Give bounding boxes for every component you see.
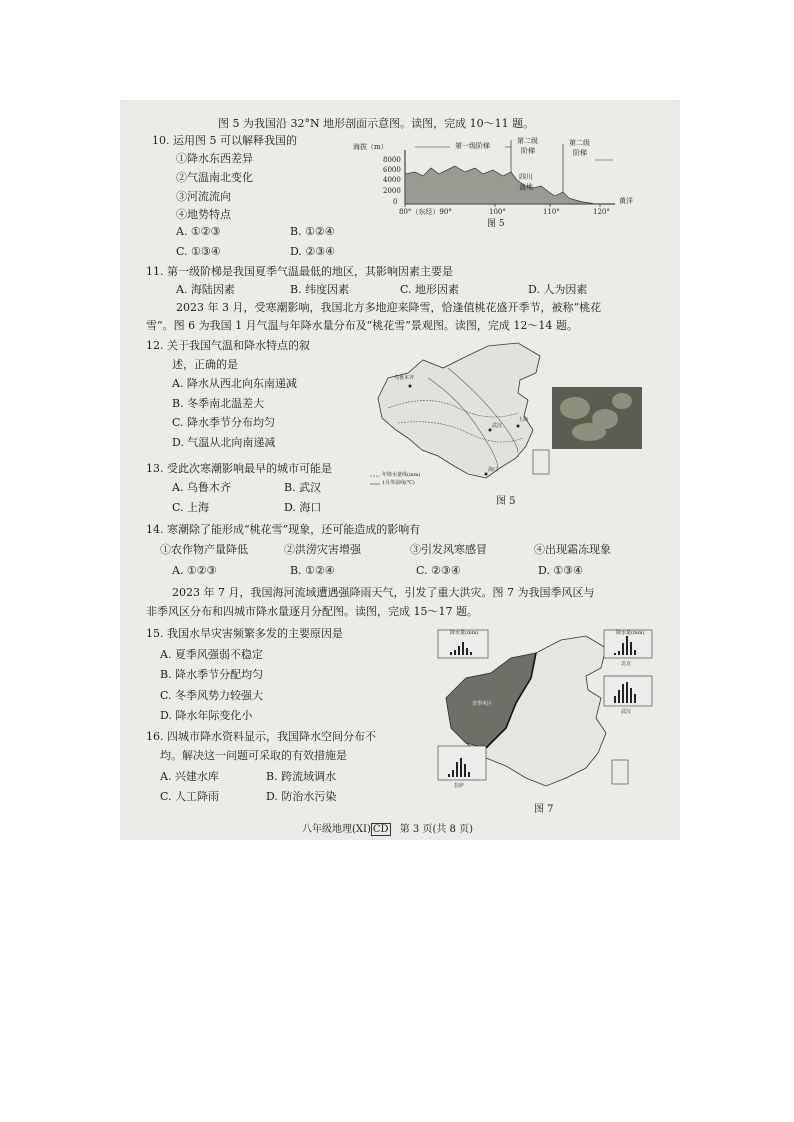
q11-option: B. 纬度因素 [290,283,350,296]
terrain-profile-figure [355,130,655,230]
footer-subject: 八年级地理(XI) [302,824,371,835]
china-outline-map [368,338,558,488]
q10-item: ①降水东西差异 [176,152,253,165]
q13-option: B. 武汉 [284,481,322,494]
china-climate-map [368,338,558,488]
step3-label: 阶梯 [573,149,587,157]
non-monsoon-region-label: 非季风区 [472,701,493,707]
q11-stem: 11. 第一级阶梯是我国夏季气温最低的地区，其影响因素主要是 [146,265,453,278]
peach-blossom-snow-photo [552,387,642,449]
fig5-xtick: 100° [489,208,506,216]
q15-option: B. 降水季节分配均匀 [160,668,264,681]
basin-label: 盆地 [519,183,533,191]
sea-label: 黄洋 [619,197,633,205]
monsoon-region-map [436,628,656,798]
fig5-xtick: 110° [543,208,560,216]
q12-stem: 述，正确的是 [172,358,238,371]
chart-label: 降水量(mm) [616,630,645,636]
fig5-caption: 图 5 [487,219,505,229]
fig7-caption: 图 7 [534,804,554,815]
q13-option: A. 乌鲁木齐 [172,481,231,494]
q16-option: D. 防治水污染 [266,790,337,803]
q10-item: ②气温南北变化 [176,171,253,184]
q16-option: C. 人工降雨 [160,790,220,803]
q13-option: D. 海口 [284,501,322,514]
intro-q15-17: 非季风区分布和四城市降水量逐月分配图。读图，完成 15～17 题。 [146,605,478,618]
q10-option: C. ①③④ [176,245,221,258]
q15-option: C. 冬季风势力较强大 [160,689,264,702]
fig5-ytick: 0 [393,198,398,206]
q10-item: ③河流流向 [176,190,231,203]
fig5-xtick: 80°（东经）90° [399,208,452,216]
q14-stem: 14. 寒潮除了能形成“桃花雪”现象，还可能造成的影响有 [146,523,421,536]
q12-stem: 12. 关于我国气温和降水特点的叙 [146,339,310,352]
q15-option: D. 降水年际变化小 [160,709,253,722]
q15-stem: 15. 我国水旱灾害频繁多发的主要原因是 [146,627,343,640]
q10-option: B. ①②④ [290,225,335,238]
city-label: 乌鲁木齐 [394,375,415,381]
q15-option: A. 夏季风强弱不稳定 [160,648,263,661]
step3-label: 第二级 [569,139,590,147]
intro-q10-11: 图 5 为我国沿 32°N 地形剖面示意图。读图，完成 10～11 题。 [218,117,535,130]
city-label-wuhan: 武汉 [621,709,632,715]
exam-page [120,100,680,840]
city-label-lhasa: 拉萨 [454,783,465,789]
q12-option: D. 气温从北向南递减 [172,436,276,449]
q13-stem: 13. 受此次寒潮影响最早的城市可能是 [146,462,332,475]
fig5-ytick: 6000 [383,166,401,174]
step2-label: 阶梯 [521,147,535,155]
q16-stem: 均。解决这一问题可采取的有效措施是 [160,749,347,762]
city-label: 上海 [518,417,529,423]
q11-option: A. 海陆因素 [176,283,235,296]
legend-item: 1月等温线(℃) [382,480,415,486]
city-label: 海口 [488,467,499,473]
q12-option: B. 冬季南北温差大 [172,397,265,410]
q16-stem: 16. 四城市降水资料显示，我国降水空间分布不 [146,730,376,743]
q14-option: C. ②③④ [416,564,461,577]
page-footer [302,820,473,835]
q16-option: B. 跨流域调水 [266,770,337,783]
city-label-beijing: 北京 [621,661,632,667]
q11-option: D. 人为因素 [528,283,588,296]
legend-item: 年降水量线(mm) [382,472,421,478]
q11-option: C. 地形因素 [400,283,460,296]
city-label: 武汉 [492,423,503,429]
intro-q15-17: 2023 年 7 月，我国海河流域遭遇强降雨天气，引发了重大洪灾。图 7 为我国季风区与 [172,586,595,599]
fig5-ytick: 8000 [383,156,401,164]
q10-option: A. ①②③ [176,225,221,238]
q13-option: C. 上海 [172,501,210,514]
q10-stem: 10. 运用图 5 可以解释我国的 [152,134,297,147]
q14-item: ①农作物产量降低 [160,543,248,556]
intro-q12-14: 雪”。图 6 为我国 1 月气温与年降水量分布及“桃花雪”景观图。读图，完成 12～14 题。 [146,319,578,332]
footer-code: CD [372,824,389,835]
step1-label: 第一级阶梯 [455,142,490,150]
q14-item: ③引发风寒感冒 [410,543,487,556]
fig5-ytick: 2000 [383,187,401,195]
q16-option: A. 兴建水库 [160,770,219,783]
basin-label: 四川 [519,173,533,181]
q14-option: A. ①②③ [172,564,217,577]
fig6-caption: 图 5 [496,496,516,507]
chart-label: 降水量(mm) [450,630,479,636]
q12-option: C. 降水季节分布均匀 [172,416,276,429]
footer-page: 第 3 页(共 8 页) [399,824,473,835]
q10-option: D. ②③④ [290,245,336,258]
q14-option: D. ①③④ [538,564,584,577]
fig5-ylabel: 海拔（m） [353,143,388,151]
step2-label: 第二级 [517,137,538,145]
q14-item: ④出现霜冻现象 [534,543,611,556]
q14-option: B. ①②④ [290,564,335,577]
fig5-xtick: 120° [593,208,610,216]
intro-q12-14: 2023 年 3 月，受寒潮影响，我国北方多地迎来降雪，恰逢值桃花盛开季节，被称“桃花 [176,301,602,314]
q10-item: ④地势特点 [176,208,231,221]
q14-item: ②洪涝灾害增强 [284,543,361,556]
fig5-ytick: 4000 [383,176,401,184]
q12-option: A. 降水从西北向东南递减 [172,377,297,390]
